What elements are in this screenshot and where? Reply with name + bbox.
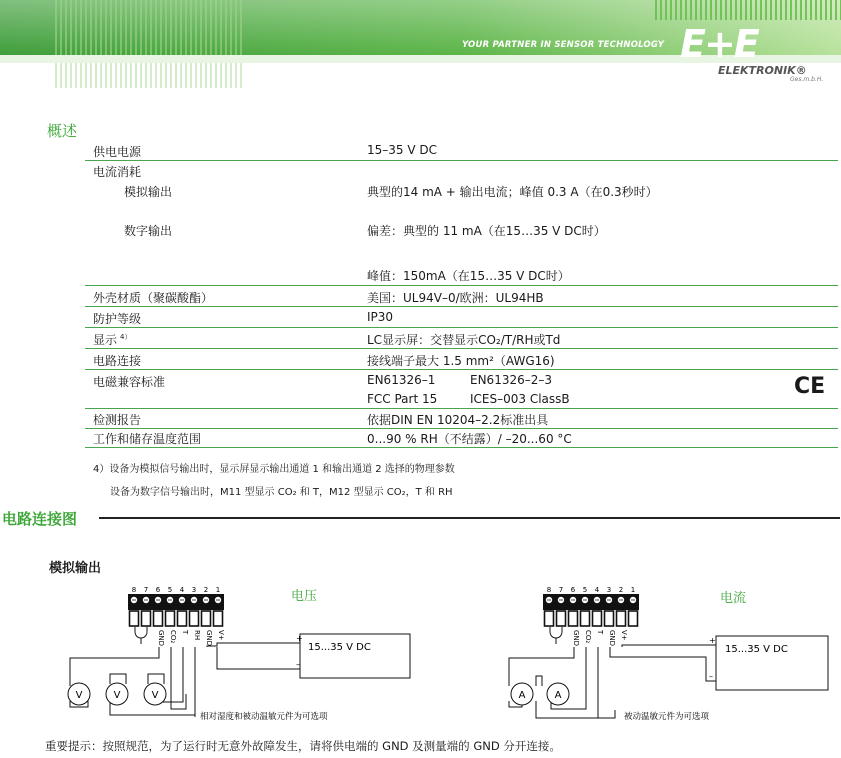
spec-label-display [93,331,131,348]
spec-label-protection: 防护等级 [93,312,142,326]
supply-label: 15...35 V DC [725,644,788,655]
terminal-block [543,586,639,626]
terminal-slot [557,611,566,626]
spec-label-connection: 电路连接 [93,354,142,368]
spec-label-digital: 数字输出 [124,224,173,238]
terminal-slot [166,611,175,626]
spec-value-housing: 美国：UL94V–0/欧洲：UL94HB [367,291,544,305]
spec-value-temperature: 0...90 % RH（不结露）/ –20...60 °C [367,432,572,446]
footnote-ref: 4） [120,333,132,341]
meter-label: V [75,690,83,701]
pin-number: 8 [131,586,137,594]
row-divider [85,428,838,429]
important-notice: 重要提示：按照规范，为了运行时无意外故障发生，请将供电端的 GND 及测量端的 GND 分开连接。 [45,739,561,753]
row-divider [85,447,838,448]
terminal-slot [617,611,626,626]
terminal-label: RH [193,630,201,641]
spec-value-digital: 偏差：典型的 11 mA（在15…35 V DC时） [367,224,606,238]
terminal-slot [581,611,590,626]
spec-value-analog: 典型的14 mA + 输出电流；峰值 0.3 A（在0.3秒时） [367,185,658,199]
current-wiring-diagram [500,584,838,729]
pin-number: 4 [179,586,185,594]
voltage-note: 相对湿度和被动温敏元件为可选项 [200,712,328,722]
pin-number: 8 [546,586,552,594]
terminal-block [128,586,224,626]
spec-value-emc-1: EN61326–1 [367,373,436,387]
minus-sign: – [296,660,300,669]
footnote-1: 4）设备为模拟信号输出时，显示屏显示输出通道 1 和输出通道 2 选择的物理参数 [93,464,455,475]
spec-label-analog: 模拟输出 [124,185,173,199]
terminal-slot [178,611,187,626]
terminal-slot [629,611,638,626]
spec-value-emc-2: EN61326–2–3 [470,373,553,387]
pin-number: 1 [630,586,636,594]
spec-label-emc: 电磁兼容标准 [93,375,166,389]
current-note: 被动温敏元件为可选项 [624,712,710,722]
row-divider [85,327,838,328]
spec-value-peak: 峰值：150mA（在15…35 V DC时） [367,269,570,283]
ce-mark-icon: CE [794,374,826,399]
pin-number: 7 [558,586,564,594]
terminal-label: GND [608,630,616,647]
spec-value-connection: 接线端子最大 1.5 mm²（AWG16) [367,354,555,368]
meter-label: A [518,690,526,701]
row-divider [85,285,838,286]
slogan: YOUR PARTNER IN SENSOR TECHNOLOGY [462,40,665,50]
spec-value-emc-3: FCC Part 15 [367,392,438,406]
brand-legal-form: Ges.m.b.H. [790,76,824,83]
current-diagram-title: 电流 [720,591,747,606]
pin-number: 6 [155,586,161,594]
terminal-label: GND [205,630,213,647]
brand-name: ELEKTRONIK® [718,64,807,77]
terminal-label: T [181,630,189,635]
pin-number: 1 [215,586,221,594]
row-divider [85,306,838,307]
pin-number: 7 [143,586,149,594]
pin-number: 2 [203,586,209,594]
row-divider [85,348,838,349]
pin-number: 5 [167,586,173,594]
plus-sign: + [296,634,303,643]
spec-label-housing: 外壳材质（聚碳酸酯） [93,291,214,305]
terminal-slot [545,611,554,626]
supply-label: 15...35 V DC [308,642,371,653]
terminal-slot [202,611,211,626]
spec-value-supply: 15–35 V DC [367,143,437,157]
minus-sign: – [709,672,713,681]
wiring-title: 电路连接图 [2,510,78,528]
terminal-label: GND [572,630,580,647]
brand-logo: E+E [680,22,758,66]
pin-number: 3 [606,586,612,594]
spec-label-report: 检测报告 [93,413,142,427]
terminal-slot [154,611,163,626]
terminal-slot [190,611,199,626]
header-banner [0,0,841,88]
meter-label: V [151,690,159,701]
spec-value-protection: IP30 [367,310,394,324]
terminal-label: CO₂ [169,630,177,644]
overview-title: 概述 [47,122,78,140]
terminal-slot [593,611,602,626]
terminal-label: V+ [620,630,628,641]
power-supply-box [300,634,410,678]
wiring-subtitle: 模拟输出 [49,561,102,576]
spec-value-display: LC显示屏：交替显示CO₂/T/RH或Td [367,333,561,347]
spec-label-temperature: 工作和储存温度范围 [93,432,202,446]
terminal-slot [130,611,139,626]
pin-number: 4 [594,586,600,594]
terminal-label: V+ [217,630,225,641]
terminal-label: GND [157,630,165,647]
row-divider [85,369,838,370]
spec-label-current: 电流消耗 [93,165,142,179]
spec-value-report: 依据DIN EN 10204–2.2标准出具 [367,413,549,427]
terminal-label: CO₂ [584,630,592,644]
terminal-slot [214,611,223,626]
pin-number: 2 [618,586,624,594]
display-label-text: 显示 [93,333,118,347]
spec-value-emc-4: ICES–003 ClassB [470,392,570,406]
voltage-wiring-diagram [60,584,420,729]
terminal-label: T [596,630,604,635]
footnote-2: 设备为数字信号输出时，M11 型显示 CO₂ 和 T，M12 型显示 CO₂，T 和 RH [110,487,453,498]
pin-number: 3 [191,586,197,594]
spec-label-supply: 供电电源 [93,145,142,159]
plus-sign: + [709,636,716,645]
pin-number: 5 [582,586,588,594]
meter-label: A [554,690,562,701]
row-divider [85,160,838,161]
row-divider [85,408,838,409]
terminal-slot [605,611,614,626]
terminal-slot [142,611,151,626]
pin-number: 6 [570,586,576,594]
voltage-diagram-title: 电压 [291,589,318,604]
meter-label: V [113,690,121,701]
terminal-slot [569,611,578,626]
wiring-title-rule [99,517,840,519]
